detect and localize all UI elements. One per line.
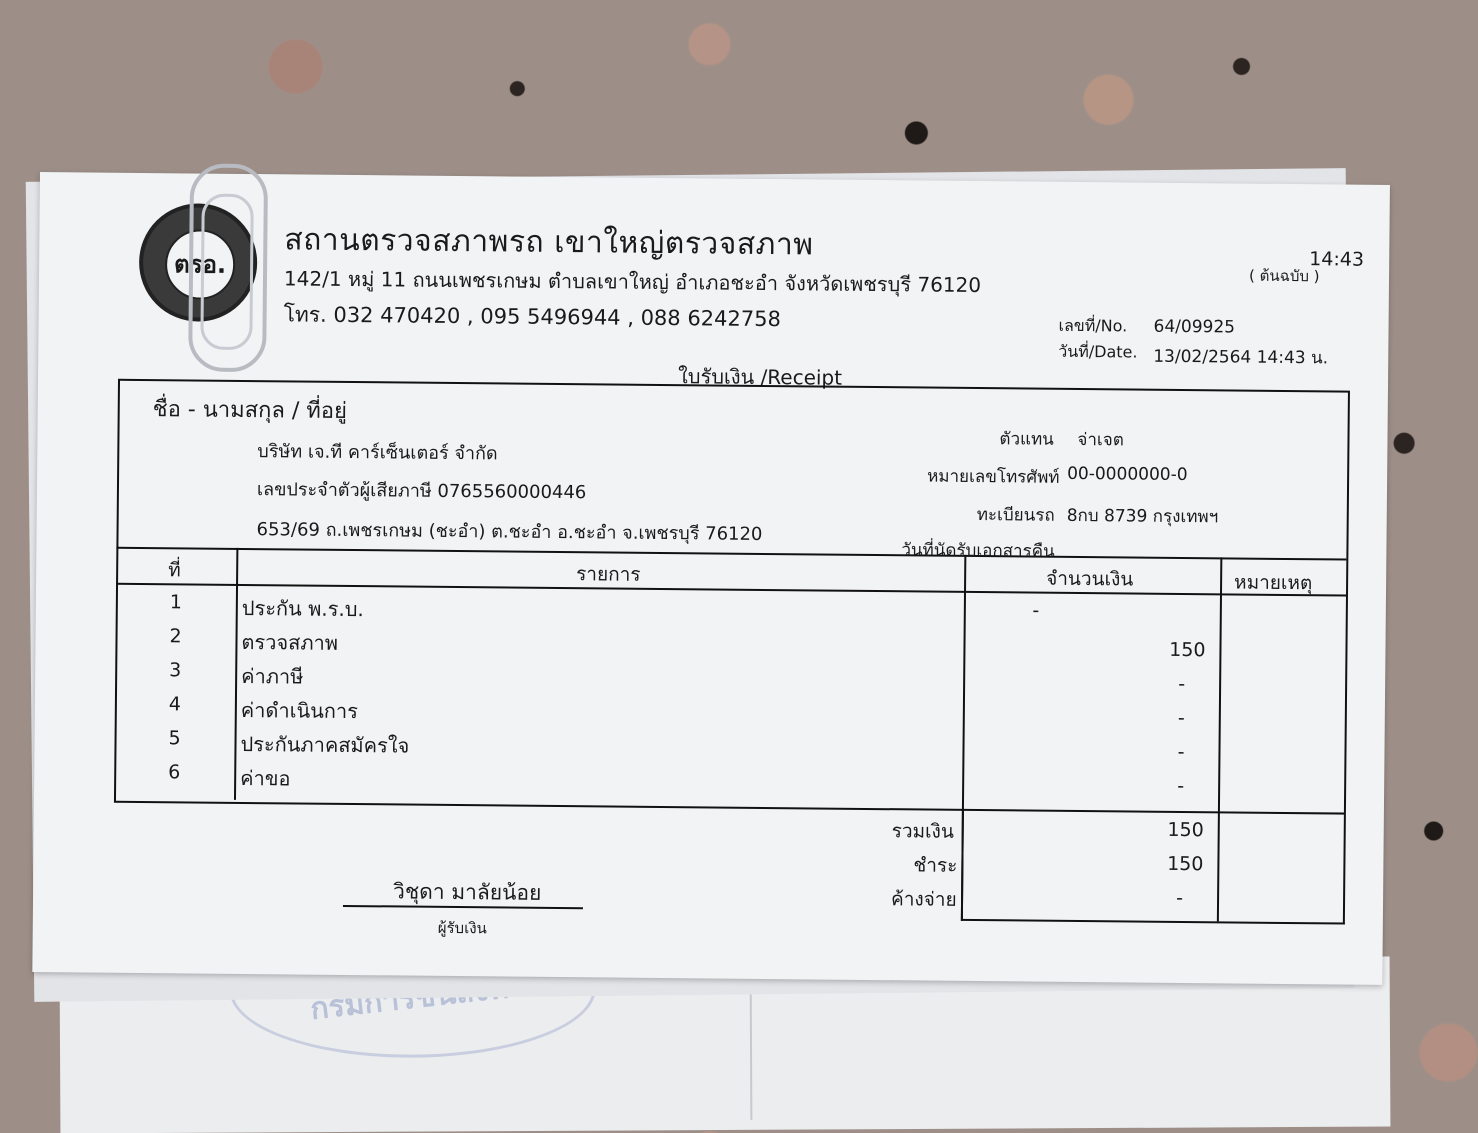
doc-date-value: 13/02/2564 14:43 น. <box>1153 346 1329 369</box>
agent-label: ตัวแทน <box>999 429 1054 450</box>
due-label: ค้างจ่าย <box>890 888 957 911</box>
receipt-title: ใบรับเงิน /Receipt <box>677 364 843 390</box>
row-3-item: ค่าภาษี <box>241 663 304 689</box>
row-2-amount: 150 <box>1169 638 1206 662</box>
doc-date-label: วันที่/Date. <box>1058 341 1138 362</box>
total-label: รวมเงิน <box>891 820 954 843</box>
agent-value: จ่าเจต <box>1077 429 1124 451</box>
doc-no-value: 64/09925 <box>1153 316 1236 338</box>
row-4-no: 4 <box>168 693 182 716</box>
row-6-no: 6 <box>168 761 181 784</box>
col-header-item: รายการ <box>576 563 641 586</box>
total-value: 150 <box>1167 818 1204 842</box>
pickup-date-label: วันที่นัดรับเอกสารคืน <box>901 540 1055 562</box>
paid-label: ชำระ <box>913 854 958 877</box>
receiver-name: วิชุดา มาลัยน้อย <box>392 879 542 905</box>
phone-label: หมายเลขโทรศัพท์ <box>927 466 1060 488</box>
time-stamp: 14:43 <box>1309 248 1365 271</box>
plate-label: ทะเบียนรถ <box>976 505 1055 526</box>
row-1-item: ประกัน พ.ร.บ. <box>241 595 364 622</box>
customer-tax-id: เลขประจำตัวผู้เสียภาษี 0765560000446 <box>256 479 587 504</box>
station-address: 142/1 หมู่ 11 ถนนเพชรเกษม ตำบลเขาใหญ่ อำเภอชะอำ จังหวัดเพชรบุรี 76120 <box>283 266 982 298</box>
row-5-amount: - <box>1177 740 1185 764</box>
customer-name: บริษัท เจ.ที คาร์เซ็นเตอร์ จำกัด <box>257 441 498 465</box>
customer-heading: ชื่อ - นามสกุล / ที่อยู่ <box>152 397 348 424</box>
receipt-paper <box>32 172 1390 985</box>
row-4-amount: - <box>1177 706 1185 730</box>
row-3-amount: - <box>1178 672 1186 696</box>
doc-no-label: เลขที่/No. <box>1058 315 1128 336</box>
col-header-note: หมายเหตุ <box>1234 571 1313 595</box>
station-title: สถานตรวจสภาพรถ เขาใหญ่ตรวจสภาพ <box>284 222 814 263</box>
row-5-no: 5 <box>168 727 181 750</box>
receiver-role: ผู้รับเงิน <box>437 918 487 938</box>
plate-value: 8กบ 8739 กรุงเทพฯ <box>1066 505 1219 528</box>
customer-address: 653/69 ถ.เพชรเกษม (ชะอำ) ต.ชะอำ อ.ชะอำ จ.เพชรบุรี 76120 <box>256 519 763 545</box>
row-4-item: ค่าดำเนินการ <box>240 697 359 724</box>
col-header-no: ที่ <box>168 559 181 582</box>
row-6-item: ค่าขอ <box>240 765 291 791</box>
logo-text: ตรอ. <box>165 229 236 300</box>
row-5-item: ประกันภาคสมัครใจ <box>240 731 410 758</box>
copy-label: ( ต้นฉบับ ) <box>1248 266 1320 286</box>
row-1-amount: - <box>1032 599 1040 622</box>
row-3-no: 3 <box>169 659 182 682</box>
col-header-amount: จำนวนเงิน <box>1046 567 1134 591</box>
row-2-no: 2 <box>169 625 182 648</box>
row-1-no: 1 <box>169 591 183 614</box>
row-2-item: ตรวจสภาพ <box>241 629 339 655</box>
paperclip-inner <box>200 194 253 350</box>
due-value: - <box>1176 886 1184 910</box>
station-phone: โทร. 032 470420 , 095 5496944 , 088 6242758 <box>283 302 782 332</box>
paid-value: 150 <box>1167 852 1204 876</box>
phone-value: 00-0000000-0 <box>1067 463 1188 486</box>
row-6-amount: - <box>1177 774 1185 798</box>
